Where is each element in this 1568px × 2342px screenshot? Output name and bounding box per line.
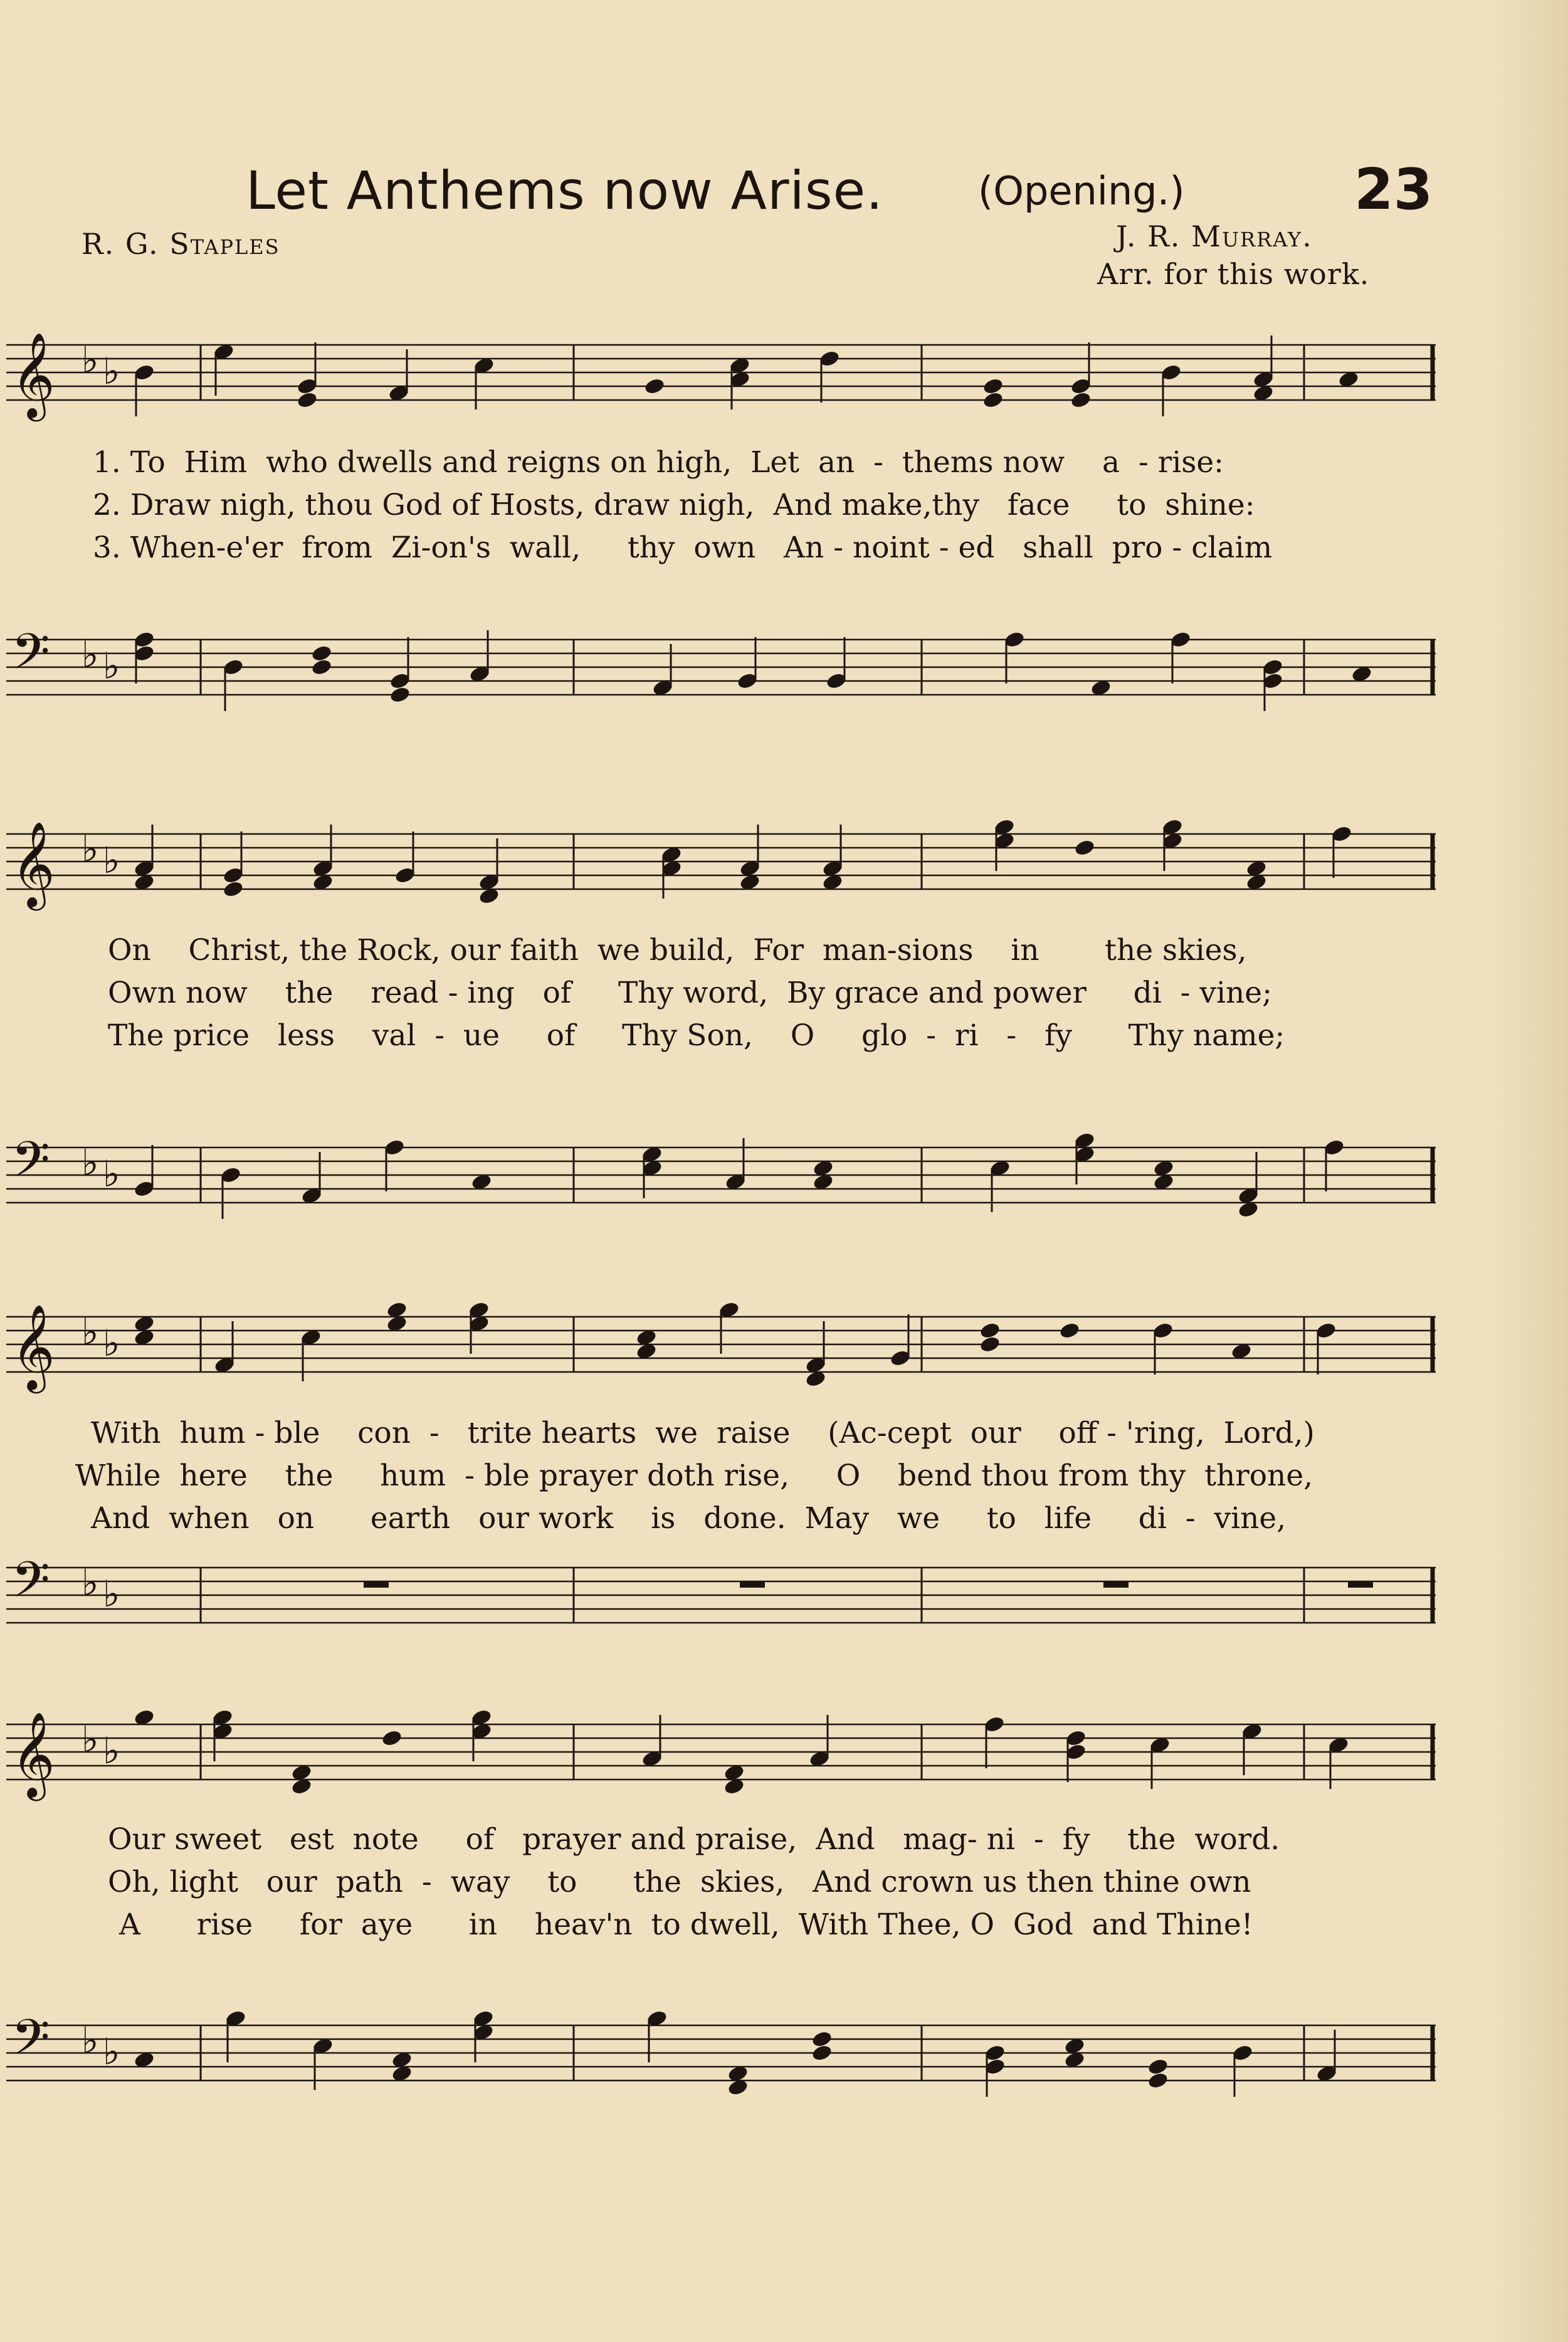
composer-credit: J. R. Murray. (1116, 219, 1313, 253)
lyric-line: With hum - ble con - trite hearts we raise (Ac-cept our off - 'ring, Lord,) (91, 1416, 1315, 1450)
whole-rest (1348, 1581, 1373, 1588)
lyric-line: Own now the read - ing of Thy word, By grace and power di - vine; (108, 976, 1272, 1010)
bass-staff-1 (0, 621, 1568, 721)
flat-icon: ♭ (82, 1561, 99, 1604)
bass-clef-icon: 𝄢 (11, 2008, 50, 2079)
whole-rest (740, 1581, 765, 1588)
hymn-title: Let Anthems now Arise. (246, 160, 883, 221)
treble-clef-icon: 𝄞 (11, 1303, 55, 1390)
arrangement-credit: Arr. for this work. (1097, 257, 1370, 291)
bass-clef-icon: 𝄢 (11, 1551, 50, 1621)
notehead (979, 1335, 1001, 1354)
treble-staff-4 (0, 1706, 1568, 1806)
flat-icon: ♭ (103, 1322, 120, 1364)
treble-staff-1 (0, 326, 1568, 426)
bass-staff-4 (0, 2007, 1568, 2107)
flat-icon: ♭ (82, 2019, 99, 2062)
notehead (1070, 391, 1092, 409)
flat-icon: ♭ (103, 2030, 120, 2073)
bass-clef-icon: 𝄢 (11, 623, 50, 693)
lyric-line: 1. To Him who dwells and reigns on high, Let an - thems now a - rise: (93, 445, 1224, 480)
whole-rest (1103, 1581, 1129, 1588)
notehead (811, 2030, 833, 2049)
lyric-line: 2. Draw nigh, thou God of Hosts, draw nigh, And make,thy face to shine: (93, 488, 1255, 522)
treble-clef-icon: 𝄞 (11, 331, 55, 418)
notehead (811, 2044, 833, 2062)
lyric-line: Our sweet est note of prayer and praise, And mag- ni - fy the word. (108, 1822, 1280, 1857)
flat-icon: ♭ (82, 633, 99, 676)
flat-icon: ♭ (103, 645, 120, 687)
notehead (310, 658, 332, 677)
treble-staff-3 (0, 1298, 1568, 1398)
flat-icon: ♭ (103, 1573, 120, 1615)
lyric-line: While here the hum - ble prayer doth rise, O bend thou from thy throne, (75, 1458, 1313, 1493)
flat-icon: ♭ (82, 828, 99, 870)
lyric-line: 3. When-e'er from Zi-on's wall, thy own An - noint - ed shall pro - claim (93, 530, 1273, 565)
flat-icon: ♭ (82, 339, 99, 381)
lyric-line: And when on earth our work is done. May we to life di - vine, (91, 1501, 1286, 1536)
lyric-line: On Christ, the Rock, our faith we build, For man-sions in the skies, (108, 933, 1247, 968)
hymn-subtitle: (Opening.) (978, 168, 1185, 214)
lyric-line: The price less val - ue of Thy Son, O glo - ri - fy Thy name; (108, 1018, 1285, 1053)
treble-staff-2 (0, 815, 1568, 915)
notehead (222, 880, 244, 899)
notehead (643, 377, 665, 396)
flat-icon: ♭ (103, 1153, 120, 1195)
flat-icon: ♭ (82, 1718, 99, 1761)
notehead (296, 391, 318, 409)
bass-staff-3 (0, 1549, 1568, 1649)
notehead (982, 391, 1004, 409)
bass-clef-icon: 𝄢 (11, 1131, 50, 1201)
notehead (1147, 2057, 1169, 2076)
bass-staff-2 (0, 1129, 1568, 1229)
notehead (979, 1321, 1001, 1340)
whole-rest (364, 1581, 389, 1588)
lyric-line: A rise for aye in heav'n to dwell, With Thee, O God and Thine! (119, 1907, 1253, 1942)
notehead (381, 1729, 403, 1748)
treble-clef-icon: 𝄞 (11, 1711, 55, 1797)
lyricist-credit: R. G. Staples (82, 227, 280, 261)
notehead (1058, 1321, 1080, 1340)
notehead (1147, 2071, 1169, 2090)
notehead (389, 685, 411, 704)
flat-icon: ♭ (82, 1311, 99, 1353)
flat-icon: ♭ (103, 1729, 120, 1772)
flat-icon: ♭ (103, 350, 120, 393)
notehead (310, 644, 332, 663)
flat-icon: ♭ (82, 1141, 99, 1184)
page-number: 23 (1354, 157, 1433, 223)
flat-icon: ♭ (103, 839, 120, 882)
treble-clef-icon: 𝄞 (11, 820, 55, 907)
notehead (982, 377, 1004, 396)
notehead (1073, 838, 1095, 857)
lyric-line: Oh, light our path - way to the skies, And crown us then thine own (108, 1865, 1251, 1899)
